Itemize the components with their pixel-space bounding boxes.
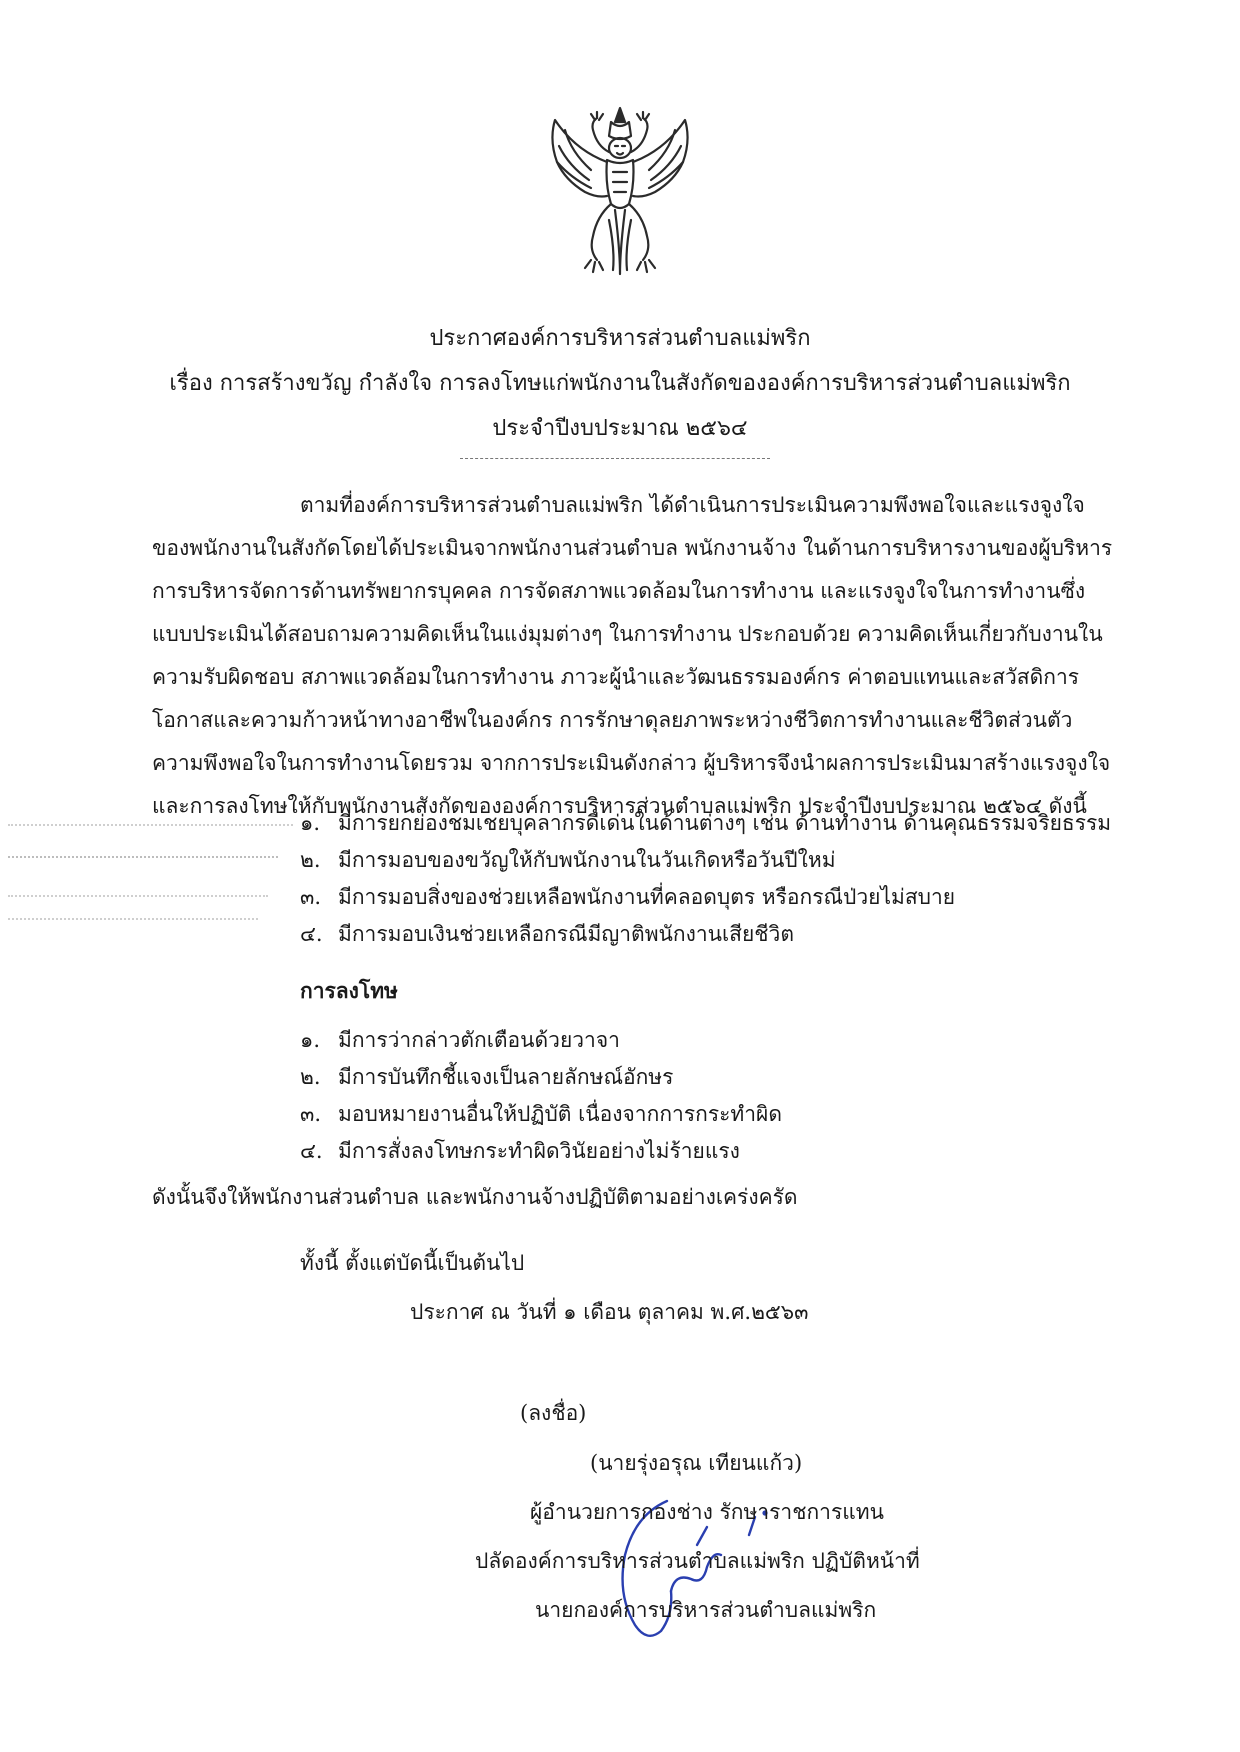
header-divider	[460, 458, 770, 459]
list-item-number: ๔.	[300, 922, 323, 946]
announcement-title: ประกาศองค์การบริหารส่วนตำบลแม่พริก	[429, 326, 811, 351]
bleed-through-mark	[8, 918, 258, 920]
list-item-text: มีการยกย่องชมเชยบุคลากรดีเด่นในด้านต่างๆ เช่น ด้านทำงาน ด้านคุณธรรมจริยธรรม	[338, 811, 1112, 835]
signatory-position: ปลัดองค์การบริหารส่วนตำบลแม่พริก ปฏิบัติหน้าที่	[475, 1549, 920, 1573]
list-item-number: ๒.	[300, 1065, 321, 1089]
body-line: ของพนักงานในสังกัดโดยได้ประเมินจากพนักงานส่วนตำบล พนักงานจ้าง ในด้านการบริหารงานของผู้บริหาร	[152, 536, 1113, 560]
list-item-number: ๓.	[300, 1102, 322, 1126]
body-line: ความรับผิดชอบ สภาพแวดล้อมในการทำงาน ภาวะผู้นำและวัฒนธรรมองค์กร ค่าตอบแทนและสวัสดิการ	[152, 665, 1080, 689]
list-item-text: มีการบันทึกชี้แจงเป็นลายลักษณ์อักษร	[338, 1065, 674, 1089]
body-line: การบริหารจัดการด้านทรัพยากรบุคคล การจัดสภาพแวดล้อมในการทำงาน และแรงจูงใจในการทำงานซึ่ง	[152, 579, 1086, 603]
bleed-through-mark	[8, 895, 268, 897]
list-item-number: ๑.	[300, 1028, 321, 1052]
list-item	[300, 919, 794, 949]
garuda-emblem-icon	[535, 100, 705, 280]
list-item-text: มีการมอบของขวัญให้กับพนักงานในวันเกิดหรือวันปีใหม่	[338, 848, 836, 872]
body-line: โอกาสและความก้าวหน้าทางอาชีพในองค์กร การรักษาดุลยภาพระหว่างชีวิตการทำงานและชีวิตส่วนตัว	[152, 708, 1073, 732]
effective-date-statement: ทั้งนี้ ตั้งแต่บัดนี้เป็นต้นไป	[300, 1251, 525, 1275]
body-line: แบบประเมินได้สอบถามความคิดเห็นในแง่มุมต่างๆ ในการทำงาน ประกอบด้วย ความคิดเห็นเกี่ยวกับงานใน	[152, 622, 1103, 646]
list-item	[300, 808, 1111, 838]
bleed-through-mark	[8, 856, 278, 858]
fiscal-year: ประจำปีงบประมาณ ๒๕๖๔	[492, 416, 748, 441]
list-item-text: มีการสั่งลงโทษกระทำผิดวินัยอย่างไม่ร้ายแรง	[338, 1139, 740, 1163]
list-item-text: มีการว่ากล่าวตักเตือนด้วยวาจา	[338, 1028, 620, 1052]
signed-label: (ลงชื่อ)	[520, 1401, 587, 1425]
list-item	[300, 1062, 673, 1092]
announcement-subject: เรื่อง การสร้างขวัญ กำลังใจ การลงโทษแก่พนักงานในสังกัดขององค์การบริหารส่วนตำบลแม่พริก	[169, 371, 1071, 396]
list-item	[300, 882, 955, 912]
list-item-number: ๓.	[300, 885, 322, 909]
list-item	[300, 845, 836, 875]
body-line: ตามที่องค์การบริหารส่วนตำบลแม่พริก ได้ดำเนินการประเมินความพึงพอใจและแรงจูงใจ	[300, 493, 1085, 517]
body-line: และการลงโทษให้กับพนักงานสังกัดขององค์การบริหารส่วนตำบลแม่พริก ประจำปีงบประมาณ ๒๕๖๔ ดังนี้	[152, 794, 1087, 818]
list-item	[300, 1025, 620, 1055]
signatory-name: (นายรุ่งอรุณ เทียนแก้ว)	[590, 1451, 803, 1475]
list-item-number: ๔.	[300, 1139, 323, 1163]
list-item	[300, 1136, 740, 1166]
list-item-text: มีการมอบสิ่งของช่วยเหลือพนักงานที่คลอดบุตร หรือกรณีป่วยไม่สบาย	[338, 885, 956, 909]
bleed-through-mark	[8, 824, 293, 826]
list-item-number: ๑.	[300, 811, 321, 835]
list-item-text: มีการมอบเงินช่วยเหลือกรณีมีญาติพนักงานเสียชีวิต	[338, 922, 794, 946]
punishment-section-title: การลงโทษ	[300, 978, 398, 1003]
signatory-position: นายกองค์การบริหารส่วนตำบลแม่พริก	[535, 1598, 877, 1622]
list-item-number: ๒.	[300, 848, 321, 872]
signatory-position: ผู้อำนวยการกองช่าง รักษาราชการแทน	[530, 1500, 884, 1524]
list-item-text: มอบหมายงานอื่นให้ปฏิบัติ เนื่องจากการกระทำผิด	[338, 1102, 782, 1126]
announcement-date: ประกาศ ณ วันที่ ๑ เดือน ตุลาคม พ.ศ.๒๕๖๓	[410, 1300, 809, 1324]
body-line: ความพึงพอใจในการทำงานโดยรวม จากการประเมินดังกล่าว ผู้บริหารจึงนำผลการประเมินมาสร้างแรงจูงใจ	[152, 751, 1111, 775]
closing-instruction: ดังนั้นจึงให้พนักงานส่วนตำบล และพนักงานจ้างปฏิบัติตามอย่างเคร่งครัด	[152, 1185, 798, 1209]
list-item	[300, 1099, 782, 1129]
